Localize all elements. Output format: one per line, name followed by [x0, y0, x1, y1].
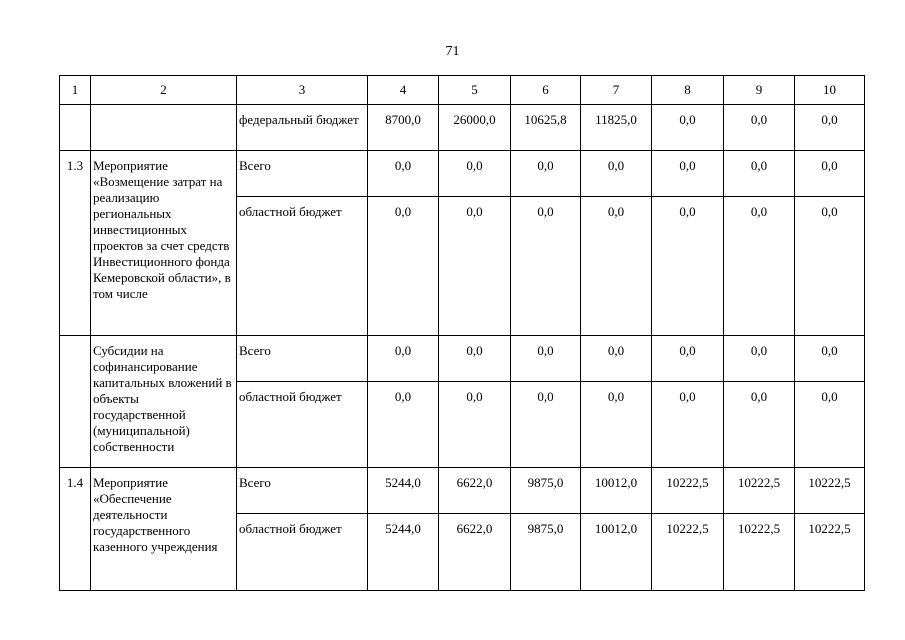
value-cell: 0,0	[795, 382, 865, 468]
header-cell: 10	[795, 76, 865, 105]
value-cell: 9875,0	[511, 514, 581, 591]
event-name-cell	[91, 105, 237, 151]
value-cell: 0,0	[795, 151, 865, 197]
value-cell: 0,0	[652, 336, 724, 382]
value-cell: 10012,0	[581, 514, 652, 591]
funding-source-cell: областной бюджет	[237, 382, 368, 468]
budget-table	[59, 75, 865, 591]
value-cell: 0,0	[652, 197, 724, 336]
value-cell: 0,0	[581, 382, 652, 468]
value-cell: 0,0	[795, 197, 865, 336]
value-cell: 6622,0	[439, 514, 511, 591]
value-cell: 10222,5	[795, 468, 865, 514]
value-cell: 0,0	[439, 151, 511, 197]
value-cell: 8700,0	[368, 105, 439, 151]
value-cell: 0,0	[652, 382, 724, 468]
value-cell: 10012,0	[581, 468, 652, 514]
value-cell: 0,0	[368, 151, 439, 197]
value-cell: 0,0	[652, 105, 724, 151]
table-header-row	[60, 76, 865, 105]
value-cell: 5244,0	[368, 514, 439, 591]
funding-source-cell: Всего	[237, 151, 368, 197]
header-cell: 1	[60, 76, 91, 105]
value-cell: 0,0	[724, 105, 795, 151]
value-cell: 0,0	[368, 197, 439, 336]
row-number-cell: 1.3	[60, 151, 91, 336]
table-row	[60, 105, 865, 151]
value-cell: 10222,5	[724, 468, 795, 514]
header-cell: 3	[237, 76, 368, 105]
value-cell: 0,0	[439, 336, 511, 382]
value-cell: 0,0	[511, 382, 581, 468]
event-name-cell: Субсидии на софинансирование капитальных вложений в объекты государственной (муниципальной) собственности	[91, 336, 237, 468]
value-cell: 0,0	[724, 151, 795, 197]
value-cell: 0,0	[511, 151, 581, 197]
value-cell: 0,0	[652, 151, 724, 197]
value-cell: 0,0	[581, 197, 652, 336]
header-cell: 9	[724, 76, 795, 105]
value-cell: 10222,5	[652, 514, 724, 591]
header-cell: 7	[581, 76, 652, 105]
value-cell: 0,0	[581, 151, 652, 197]
event-name-cell: Мероприятие «Обеспечение деятельности государственного казенного учреждения	[91, 468, 237, 591]
value-cell: 0,0	[511, 336, 581, 382]
table-row	[60, 336, 865, 382]
value-cell: 10222,5	[724, 514, 795, 591]
value-cell: 0,0	[724, 336, 795, 382]
value-cell: 10222,5	[652, 468, 724, 514]
value-cell: 0,0	[795, 105, 865, 151]
row-number-cell	[60, 336, 91, 468]
funding-source-cell: Всего	[237, 468, 368, 514]
value-cell: 0,0	[795, 336, 865, 382]
value-cell: 0,0	[511, 197, 581, 336]
funding-source-cell: федеральный бюджет	[237, 105, 368, 151]
header-cell: 2	[91, 76, 237, 105]
value-cell: 10222,5	[795, 514, 865, 591]
table-row	[60, 151, 865, 197]
value-cell: 26000,0	[439, 105, 511, 151]
value-cell: 11825,0	[581, 105, 652, 151]
funding-source-cell: областной бюджет	[237, 514, 368, 591]
funding-source-cell: Всего	[237, 336, 368, 382]
value-cell: 5244,0	[368, 468, 439, 514]
value-cell: 0,0	[368, 336, 439, 382]
value-cell: 0,0	[581, 336, 652, 382]
value-cell: 0,0	[724, 382, 795, 468]
row-number-cell: 1.4	[60, 468, 91, 591]
funding-source-cell: областной бюджет	[237, 197, 368, 336]
value-cell: 0,0	[724, 197, 795, 336]
value-cell: 0,0	[439, 197, 511, 336]
value-cell: 6622,0	[439, 468, 511, 514]
header-cell: 6	[511, 76, 581, 105]
row-number-cell	[60, 105, 91, 151]
value-cell: 10625,8	[511, 105, 581, 151]
value-cell: 9875,0	[511, 468, 581, 514]
header-cell: 8	[652, 76, 724, 105]
table-row	[60, 468, 865, 514]
value-cell: 0,0	[368, 382, 439, 468]
header-cell: 5	[439, 76, 511, 105]
value-cell: 0,0	[439, 382, 511, 468]
event-name-cell: Мероприятие «Возмещение затрат на реализацию региональных инвестиционных проектов за счет средств Инвестиционного фонда Кемеровской области», в том числе	[91, 151, 237, 336]
page-number: 71	[445, 44, 460, 59]
header-cell: 4	[368, 76, 439, 105]
